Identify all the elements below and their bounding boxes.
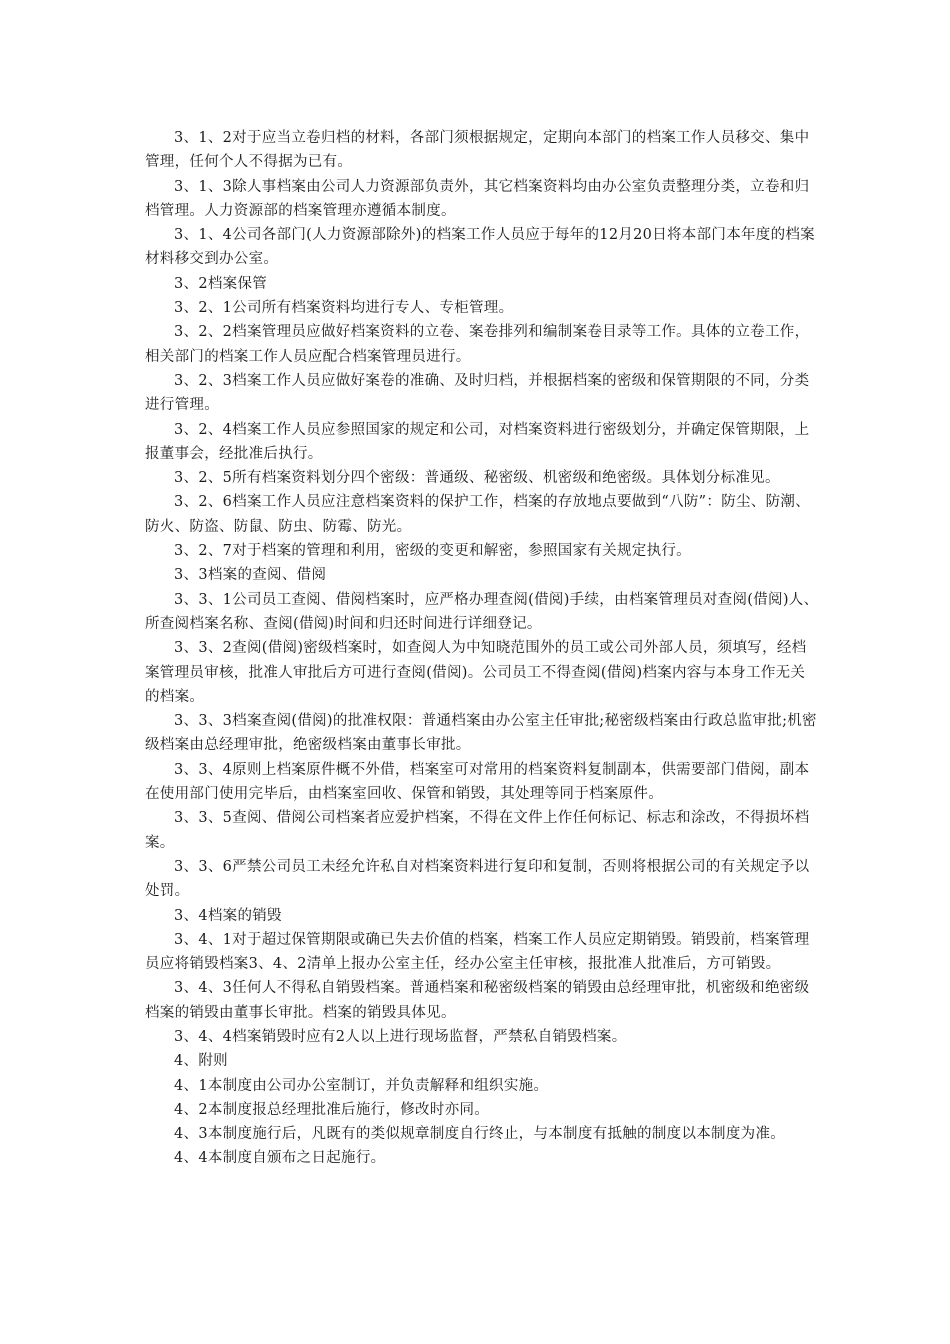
paragraph-3-3-6: 3、3、6严禁公司员工未经允许私自对档案资料进行复印和复制，否则将根据公司的有关规定予以处罚。	[145, 858, 810, 900]
paragraph-3-4-3: 3、4、3任何人不得私自销毁档案。普通档案和秘密级档案的销毁由总经理审批，机密级和绝密级档案的销毁由董事长审批。档案的销毁具体见。	[145, 980, 810, 1021]
paragraph-3-3-3: 3、3、3档案查阅(借阅)的批准权限：普通档案由办公室主任审批;秘密级档案由行政总监审批;机密级档案由总经理审批，绝密级档案由董事长审批。	[145, 713, 817, 754]
paragraph-3-2-1: 3、2、1公司所有档案资料均进行专人、专柜管理。	[174, 300, 514, 317]
paragraph-3-3-4: 3、3、4原则上档案原件概不外借，档案室可对常用的档案资料复制副本，供需要部门借阅，副本在使用部门使用完毕后，由档案室回收、保管和销毁，其处理等同于档案原件。	[145, 761, 810, 803]
paragraph-3-2-4: 3、2、4档案工作人员应参照国家的规定和公司，对档案资料进行密级划分，并确定保管期限，上报董事会，经批准后执行。	[145, 421, 810, 462]
paragraph-3-3-2: 3、3、2查阅(借阅)密级档案时，如查阅人为中知晓范围外的员工或公司外部人员，须填写，经档案管理员审核，批准人审批后方可进行查阅(借阅)。公司员工不得查阅(借阅)档案内容与本身工作无关的档案。	[145, 640, 807, 705]
paragraph-3-4-4: 3、4、4档案销毁时应有2人以上进行现场监督，严禁私自销毁档案。	[174, 1028, 627, 1045]
paragraph-3-1-4: 3、1、4公司各部门(人力资源部除外)的档案工作人员应于每年的12月20日将本部门本年度的档案材料移交到办公室。	[145, 227, 815, 268]
document-body	[145, 126, 820, 1171]
paragraph-3-2-5: 3、2、5所有档案资料划分四个密级：普通级、秘密级、机密级和绝密级。具体划分标准见。	[174, 470, 780, 487]
paragraph-4-2: 4、2本制度报总经理批准后施行，修改时亦同。	[174, 1101, 490, 1118]
paragraph-3-2-7: 3、2、7对于档案的管理和利用，密级的变更和解密，参照国家有关规定执行。	[174, 543, 691, 560]
paragraph-3-1-2: 3、1、2对于应当立卷归档的材料，各部门须根据规定，定期向本部门的档案工作人员移交、集中管理，任何个人不得据为已有。	[145, 130, 810, 171]
section-heading-3-3: 3、3档案的查阅、借阅	[174, 567, 327, 584]
paragraph-4-4: 4、4本制度自颁布之日起施行。	[174, 1150, 386, 1167]
section-heading-3-2: 3、2档案保管	[174, 275, 268, 292]
paragraph-3-2-3: 3、2、3档案工作人员应做好案卷的准确、及时归档，并根据档案的密级和保管期限的不同，分类进行管理。	[145, 372, 810, 414]
paragraph-3-3-5: 3、3、5查阅、借阅公司档案者应爱护档案，不得在文件上作任何标记、标志和涂改，不得损坏档案。	[145, 810, 810, 851]
section-heading-4: 4、附则	[174, 1053, 228, 1070]
paragraph-3-4-1: 3、4、1对于超过保管期限或确已失去价值的档案，档案工作人员应定期销毁。销毁前，档案管理员应将销毁档案3、4、2清单上报办公室主任，经办公室主任审核，报批准人批准后，方可销毁。	[145, 931, 810, 973]
paragraph-3-3-1: 3、3、1公司员工查阅、借阅档案时，应严格办理查阅(借阅)手续，由档案管理员对查阅(借阅)人、所查阅档案名称、查阅(借阅)时间和归还时间进行详细登记。	[145, 591, 819, 632]
paragraph-3-2-2: 3、2、2档案管理员应做好档案资料的立卷、案卷排列和编制案卷目录等工作。具体的立卷工作，相关部门的档案工作人员应配合档案管理员进行。	[145, 324, 810, 365]
paragraph-3-1-3: 3、1、3除人事档案由公司人力资源部负责外，其它档案资料均由办公室负责整理分类，立卷和归档管理。人力资源部的档案管理亦遵循本制度。	[145, 178, 810, 219]
section-heading-3-4: 3、4档案的销毁	[174, 907, 282, 924]
paragraph-3-2-6: 3、2、6档案工作人员应注意档案资料的保护工作，档案的存放地点要做到“八防”：防尘、防潮、防火、防盗、防鼠、防虫、防霉、防光。	[145, 494, 810, 535]
paragraph-4-3: 4、3本制度施行后，凡既有的类似规章制度自行终止，与本制度有抵触的制度以本制度为准。	[174, 1126, 786, 1143]
paragraph-4-1: 4、1本制度由公司办公室制订，并负责解释和组织实施。	[174, 1077, 549, 1094]
